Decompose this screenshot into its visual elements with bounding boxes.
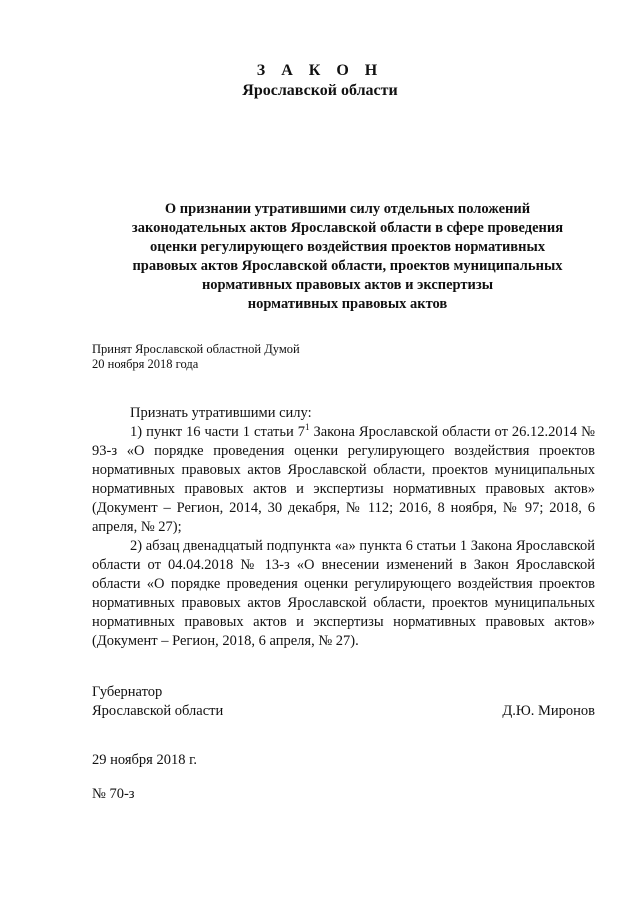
signatory-name: Д.Ю. Миронов [502, 703, 595, 719]
body-item-1-sup: 1 [304, 422, 310, 433]
law-region: Ярославской области [242, 82, 398, 99]
subject-line: нормативных правовых актов и экспертизы [201, 277, 494, 293]
body-intro: Признать утратившими силу: [130, 405, 312, 421]
body-item-1-rest: Закона Ярославской области от 26.12.2014 № 93-з «О порядке проведения оценки регулирующего воздействия проектов нормативных правовых актов Ярославской области, проектов муниципальных нормативных правовых актов и экспертизы нормативных правовых актов» (Документ – Регион, 2014, 30 декабря, № 112; 2016, 8 ноября, № 97; 2018, 6 апреля, № 27); [92, 424, 595, 535]
law-title: З А К О Н [256, 62, 384, 79]
adoption-date: 20 ноября 2018 года [92, 357, 199, 371]
subject-line: законодательных актов Ярославской области в сфере проведения [131, 220, 564, 236]
subject-line: О признании утратившими силу отдельных положений [164, 201, 531, 217]
adoption-info [92, 342, 300, 372]
body-item-1 [92, 423, 595, 537]
signing-date: 29 ноября 2018 г. [92, 752, 198, 768]
subject-line: правовых актов Ярославской области, проектов муниципальных [132, 258, 563, 274]
law-number: № 70-з [92, 786, 135, 802]
law-subject [100, 200, 595, 314]
signatory-title-line-2: Ярославской области [92, 703, 224, 719]
subject-line: нормативных правовых актов [247, 296, 448, 312]
law-body [92, 404, 595, 651]
adoption-body: Принят Ярославской областной Думой [92, 342, 300, 356]
signature-block [92, 683, 595, 721]
subject-line: оценки регулирующего воздействия проектов нормативных [149, 239, 546, 255]
body-item-1-start: 1) пункт 16 части 1 статьи 7 [130, 424, 305, 440]
signatory-title-line-1: Губернатор [92, 684, 163, 700]
body-item-2: 2) абзац двенадцатый подпункта «а» пункта 6 статьи 1 Закона Ярославской области от 04.04.2018 № 13-з «О внесении изменений в Закон Ярославской области «О порядке проведения оценки регулирующего воздействия проектов нормативных правовых актов Ярославской области, проектов муниципальных нормативных правовых актов и экспертизы нормативных правовых актов» (Документ – Регион, 2018, 6 апреля, № 27). [92, 538, 595, 649]
